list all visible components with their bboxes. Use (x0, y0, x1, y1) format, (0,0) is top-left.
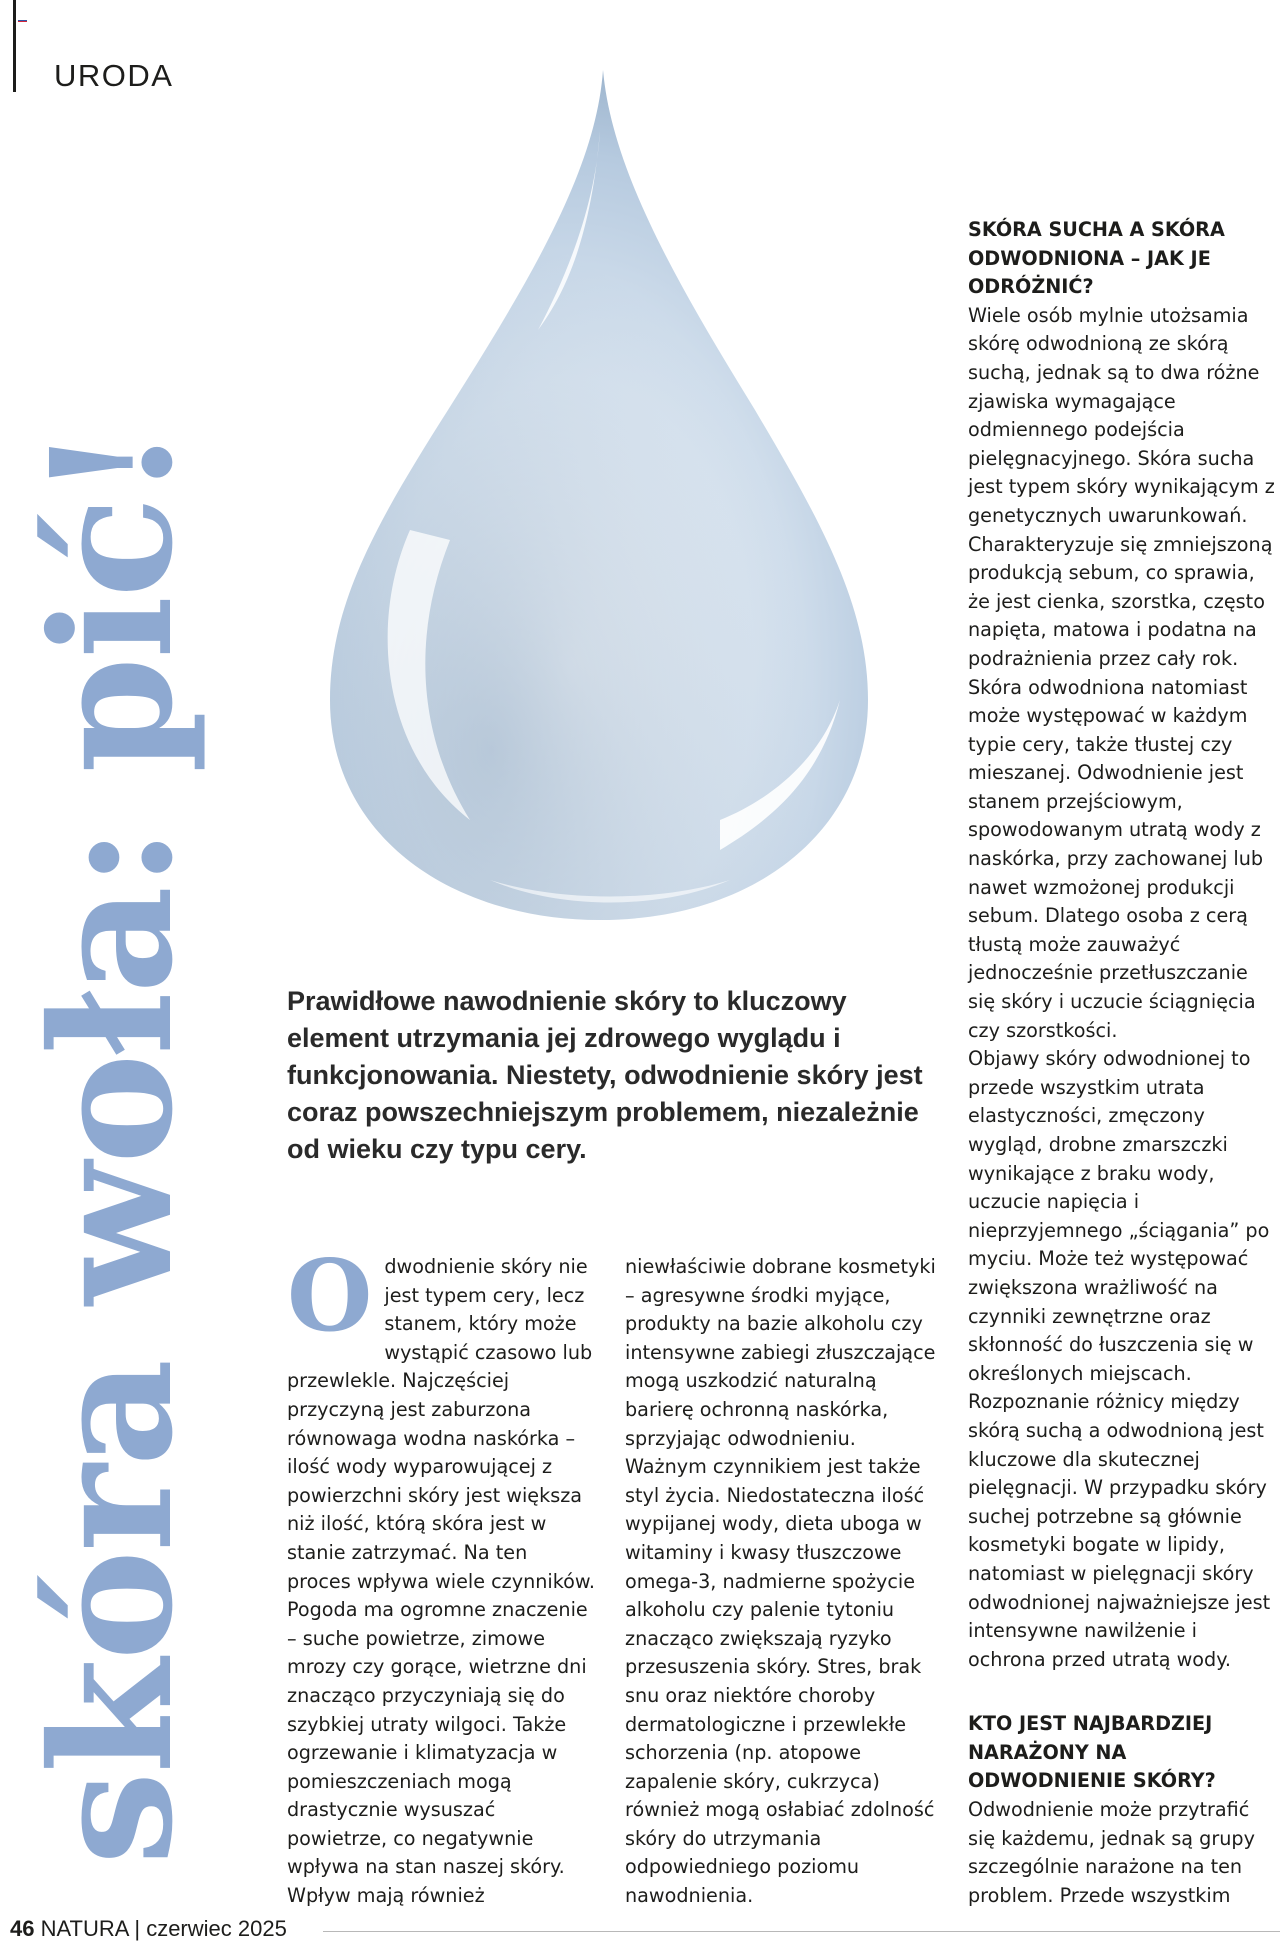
paragraph: Rozpoznanie różnicy między skórą suchą a odwodnioną jest kluczowe dla skutecznej pielęgnacji. W przypadku skóry suchej potrzebne są głównie kosmetyki bogate w lipidy, natomiast w pielęgnacji skóry odwodnionej najważniejsze jest intensywne nawilżenie i ochrona przed utratą wody. (968, 1390, 1271, 1671)
flag-icon (18, 20, 27, 22)
paragraph: Wiele osób mylnie utożsamia skórę odwodnioną ze skórą suchą, jednak są to dwa różne zjawiska wymagające odmiennego podejścia pielęgnacyjnego. Skóra sucha jest typem skóry wynikającym z genetycznych uwarunkowań. Charakteryzuje się zmniejszoną produkcją sebum, co sprawia, że jest cienka, szorstka, często napięta, matowa i podatna na podrażnienia przez cały rok. (968, 303, 1275, 670)
subheading: KTO JEST NAJBARDZIEJ NARAŻONY NA ODWODNIENIE SKÓRY? (968, 1712, 1216, 1793)
paragraph: niewłaściwie dobrane kosmetyki – agresywne środki myjące, produkty na bazie alkoholu czy intensywne zabiegi złuszczające mogą uszkodzić naturalną barierę ochronną naskórka, sprzyjając odwodnieniu. (625, 1255, 936, 1450)
headline: skóra woła: pić! (15, 427, 210, 1865)
paragraph: Ważnym czynnikiem jest także styl życia. Niedostateczna ilość wypijanej wody, dieta uboga w witaminy i kwasy tłuszczowe omega-3, nadmierne spożycie alkoholu czy palenie tytoniu znacząco zwiększają ryzyko przesuszenia skóry. Stres, brak snu oraz niektóre choroby dermatologiczne i przewlekłe schorzenia (np. atopowe zapalenie skóry, cukrzyca) również mogą osłabiać zdolność skóry do utrzymania odpowiedniego poziomu nawodnienia. (625, 1455, 935, 1908)
page-footer (10, 1916, 287, 1942)
page-number: 46 (10, 1916, 35, 1941)
article-column-3 (968, 216, 1278, 1910)
article-column-2 (625, 1253, 945, 1911)
headline-area (15, 210, 210, 1865)
footer-rule (323, 1931, 1280, 1932)
paragraph: Skóra odwodniona natomiast może występować w każdym typie cery, także tłustej czy mieszanej. Odwodnienie jest stanem przejściowym, spowodowanym utratą wody z naskórka, przy zachowanej lub nawet wzmożonej produkcji sebum. Dlatego osoba z cerą tłustą może zauważyć jednocześnie przetłuszczanie się skóry i uczucie ściągnięcia czy szorstkości. (968, 675, 1264, 1042)
section-bar (13, 0, 16, 92)
drop-cap: O (287, 1239, 373, 1354)
issue-date: czerwiec 2025 (146, 1916, 287, 1941)
paragraph: Odwodnienie może przytrafić się każdemu, jednak są grupy szczególnie narażone na ten problem. Przede wszystkim (968, 1798, 1255, 1907)
footer-separator: | (134, 1916, 141, 1941)
magazine-name: NATURA (40, 1916, 129, 1941)
subheading: SKÓRA SUCHA A SKÓRA ODWODNIONA – JAK JE ODRÓŻNIĆ? (968, 218, 1225, 299)
section-label: URODA (54, 58, 174, 93)
article-column-1 (287, 1239, 597, 1911)
paragraph: dwodnienie skóry nie jest typem cery, lecz stanem, który może wystąpić czasowo lub przewlekle. Najczęściej przyczyną jest zaburzona równowaga wodna naskórka – ilość wody wyparowującej z powierzchni skóry jest większa niż ilość, którą skóra jest w stanie zatrzymać. Na ten proces wpływa wiele czynników. (287, 1255, 595, 1593)
paragraph: Pogoda ma ogromne znaczenie – suche powietrze, zimowe mrozy czy gorące, wietrzne dni znacząco przyczyniają się do szybkiej utraty wilgoci. Także ogrzewanie i klimatyzacja w pomieszczeniach mogą drastycznie wysuszać powietrze, co negatywnie wpływa na stan naszej skóry. Wpływ mają również (287, 1598, 588, 1908)
water-drop-image (300, 60, 880, 940)
lead-paragraph: Prawidłowe nawodnienie skóry to kluczowy element utrzymania jej zdrowego wyglądu i funkcjonowania. Niestety, odwodnienie skóry jest coraz powszechniejszym problemem, niezależnie od wieku czy typu cery. (287, 986, 923, 1164)
paragraph: Objawy skóry odwodnionej to przede wszystkim utrata elastyczności, zmęczony wygląd, drobne zmarszczki wynikające z braku wody, uczucie napięcia i nieprzyjemnego „ściągania” po myciu. Może też występować zwiększona wrażliwość na czynniki zewnętrzne oraz skłonność do łuszczenia się w określonych miejscach. (968, 1047, 1270, 1385)
